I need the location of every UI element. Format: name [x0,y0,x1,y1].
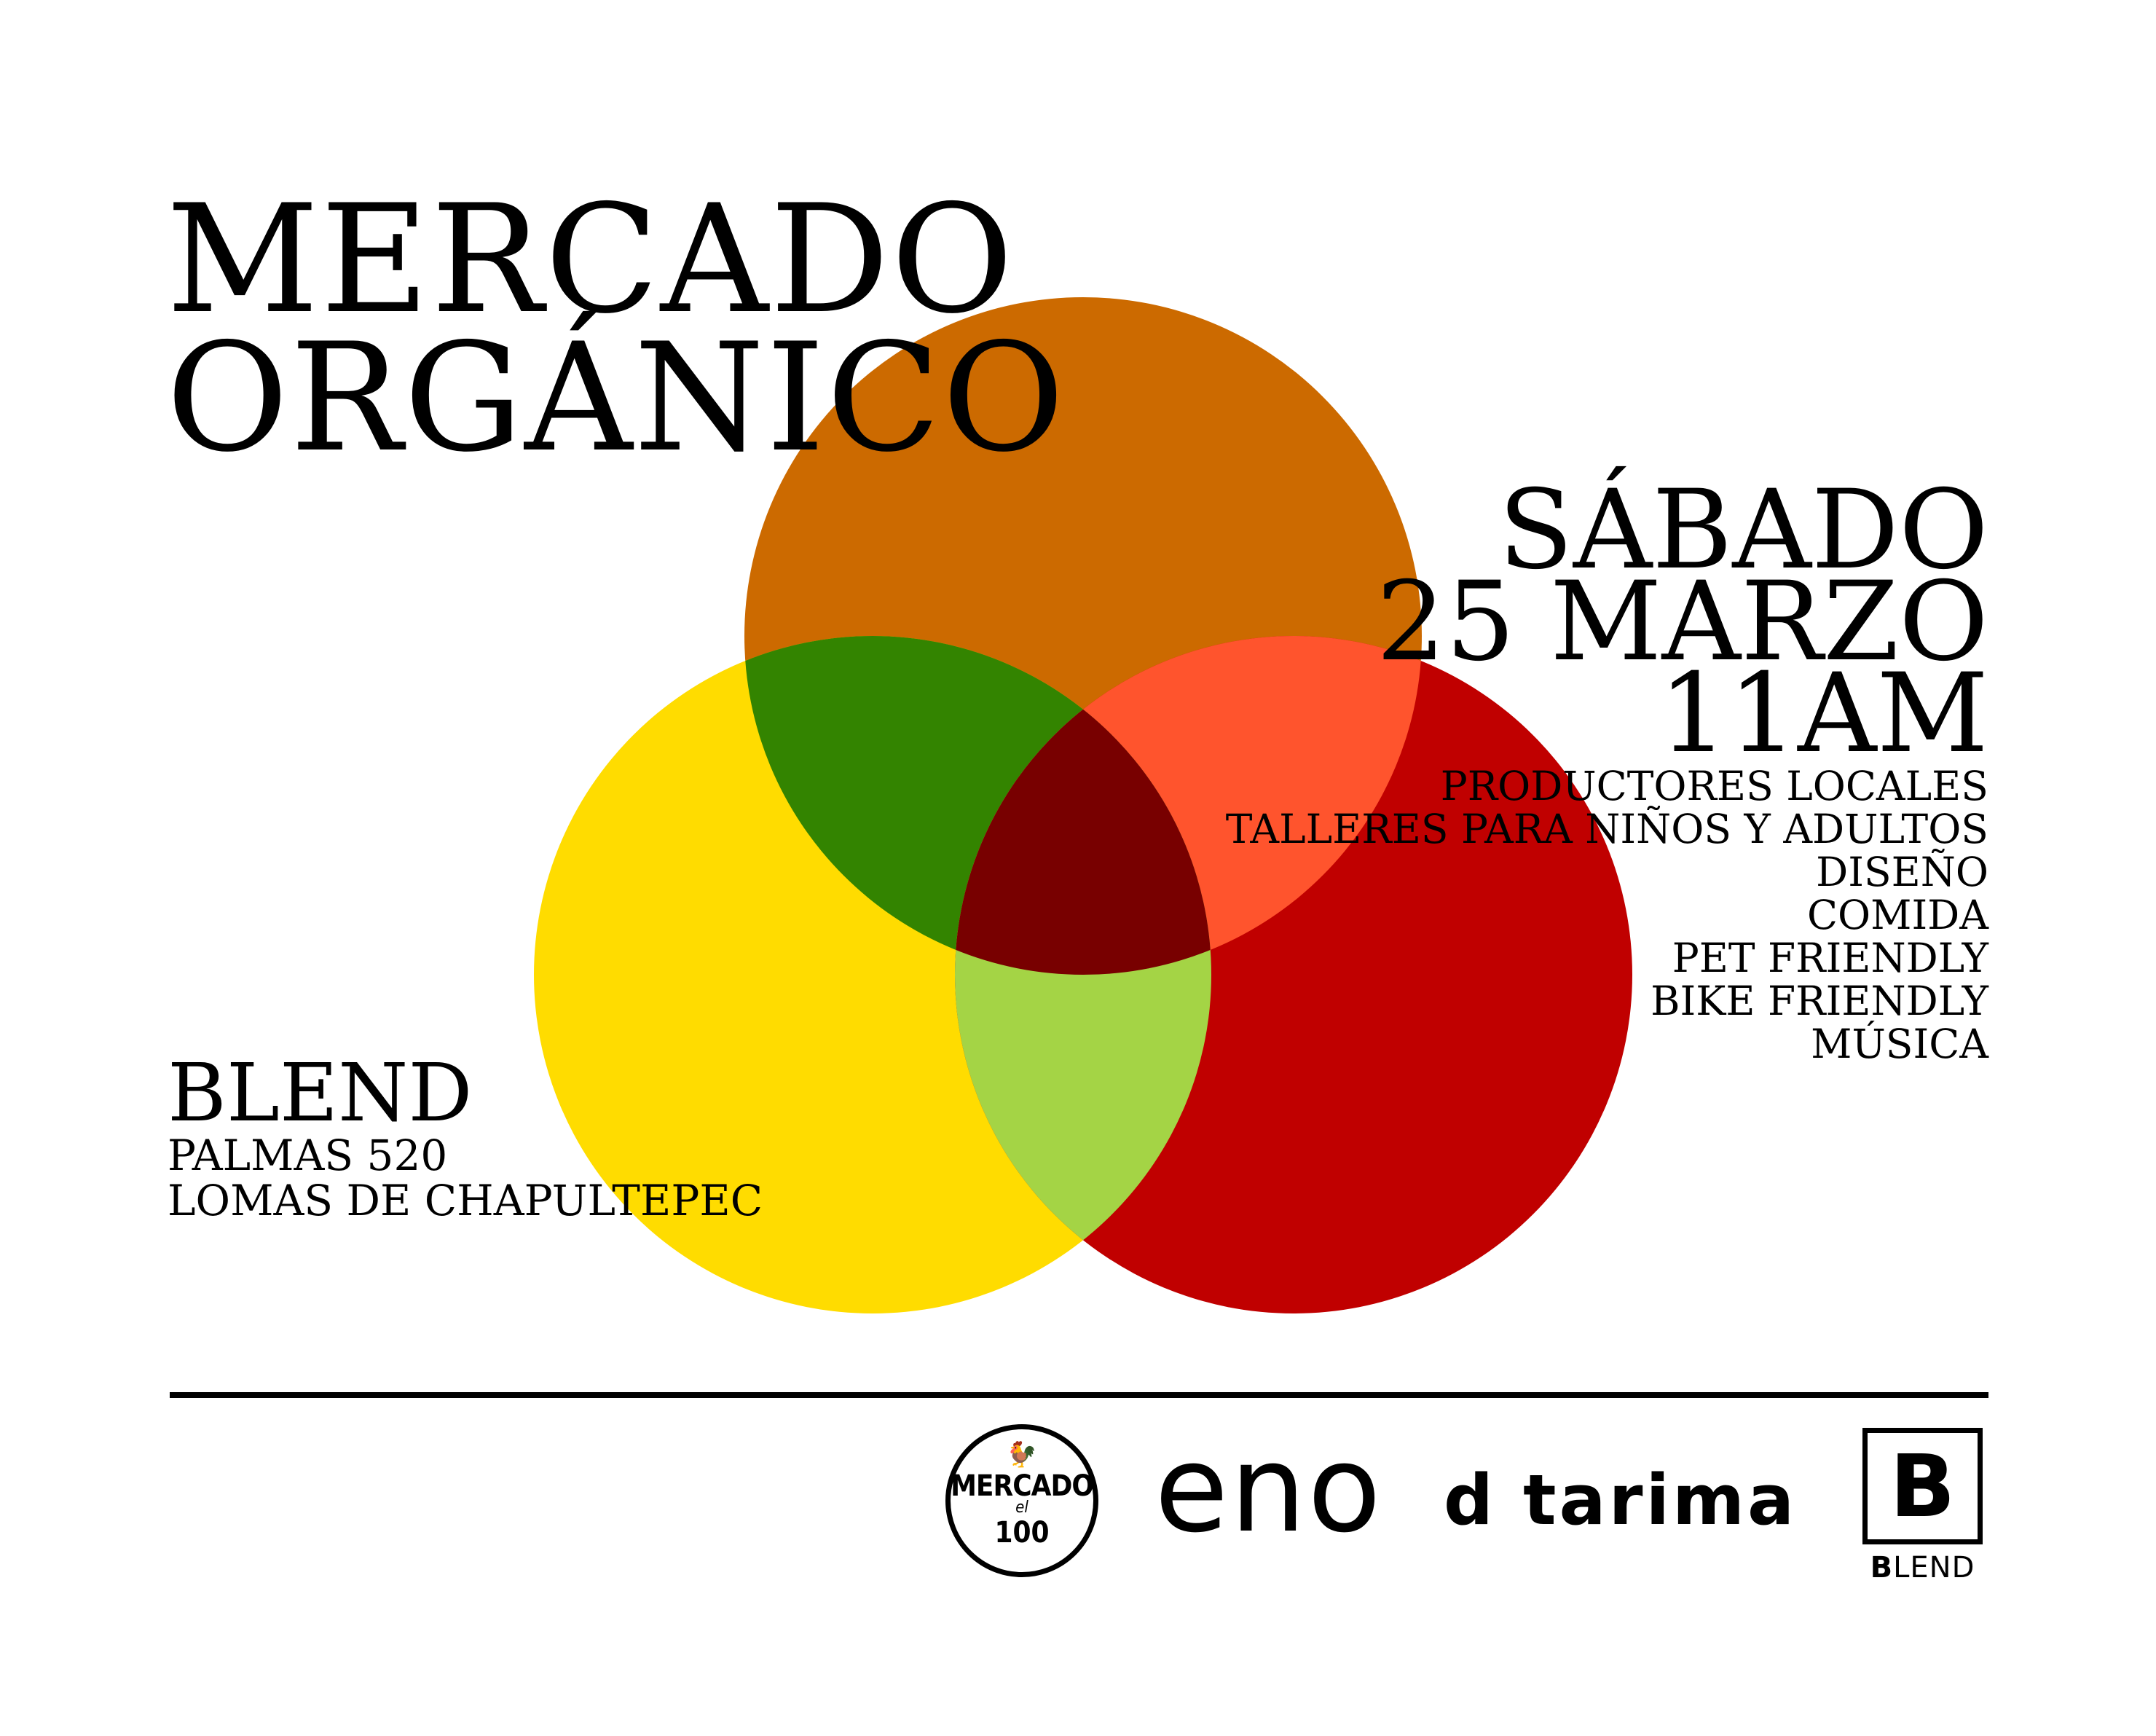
event-title [166,173,1066,485]
logo-text: el [1015,1499,1028,1517]
tarima-logo: d tarima [1444,1461,1798,1541]
venue-address-1: PALMAS 520 [168,1131,448,1180]
feature-item: PET FRIENDLY [1672,935,1988,981]
event-date: 25 MARZO [1376,559,1988,686]
event-day: SÁBADO [1498,467,1988,594]
feature-item: BIKE FRIENDLY [1651,978,1988,1024]
feature-item: PRODUCTORES LOCALES [1440,763,1988,809]
eno-logo: eno [1154,1419,1383,1559]
divider [170,1392,1988,1398]
title-line-1: MERCADO [166,173,1015,347]
event-time: 11AM [1659,651,1988,777]
blend-logo: B [1862,1428,1983,1544]
venue-address-2: LOMAS DE CHAPULTEPEC [168,1176,763,1225]
feature-item: COMIDA [1806,892,1988,938]
feature-list [1226,765,1988,1066]
feature-item: DISEÑO [1816,849,1988,895]
date-block [1376,467,1988,777]
blend-logo-wordmark [1862,1552,1983,1584]
feature-item: TALLERES PARA NIÑOS Y ADULTOS [1225,806,1988,852]
logo-text: LEND [1893,1551,1975,1584]
logo-text: B [1870,1551,1894,1584]
logo-text: 100 [994,1516,1050,1550]
venue-name: BLEND [168,1046,473,1139]
mercado-el-100-logo [945,1424,1098,1577]
bird-icon: 🐓 [1006,1440,1038,1469]
venue-block [168,1046,763,1225]
title-line-2: ORGÁNICO [166,312,1066,485]
feature-item: MÚSICA [1811,1021,1988,1067]
logo-text: MERCADO [951,1469,1093,1503]
